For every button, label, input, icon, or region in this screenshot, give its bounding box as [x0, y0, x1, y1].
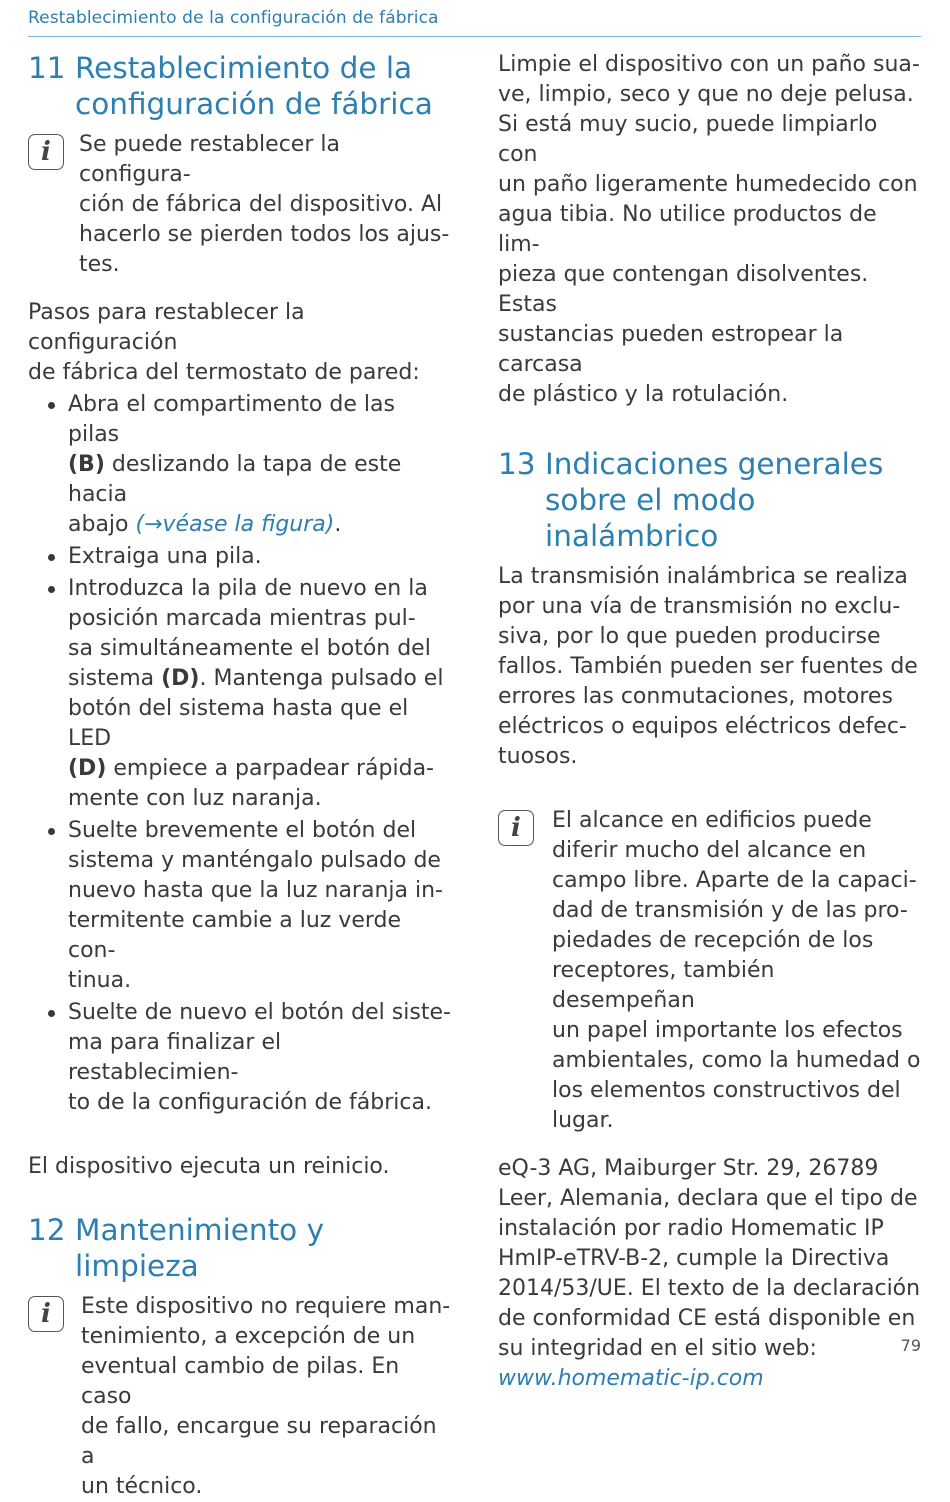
section-13-title-line: sobre el modo inalámbrico	[545, 483, 756, 553]
website-link[interactable]: www.homematic-ip.com	[498, 1366, 764, 1391]
right-column	[498, 50, 923, 1394]
section-13-info-note	[498, 806, 923, 1136]
section-12-title: Mantenimiento y limpieza	[75, 1213, 325, 1283]
section-11-title-line: configuración de fábrica	[75, 87, 433, 121]
section-13-info-text: El alcance en edificios puede diferir mucho del alcance en campo libre. Aparte de la capaci- dad de transmisión y de las pro- piedades de recepción de los receptores, también desempeñan un papel importante los efectos ambientales, como la humedad o los elementos constructivos del lugar.	[552, 808, 921, 1133]
reset-intro: Pasos para restablecer la configuración de fábrica del termostato de pared:	[28, 300, 420, 385]
cleaning-text: Limpie el dispositivo con un paño sua- ve, limpio, seco y que no deje pelusa. Si está muy sucio, puede limpiarlo con un paño ligeramente humedecido con agua tibia. No utilice productos de lim- pieza que contengan disolventes. Estas sustancias pueden estropear la carcasa de plástico y la rotulación.	[498, 52, 920, 407]
section-12-info-text: Este dispositivo no requiere man- tenimiento, a excepción de un eventual cambio de pilas. En caso de fallo, encargue su reparación a un técnico.	[81, 1294, 451, 1499]
info-icon: i	[498, 810, 534, 846]
step-item: Extraiga una pila.	[28, 542, 453, 572]
header-divider	[28, 36, 921, 37]
info-icon: i	[28, 134, 64, 170]
section-11-info-text: Se puede restablecer la configura- ción de fábrica del dispositivo. Al hacerlo se pierden todos los ajus- tes.	[79, 132, 450, 277]
running-header: Restablecimiento de la configuración de fábrica	[28, 8, 439, 28]
step-item: Suelte de nuevo el botón del siste- ma para finalizar el restablecimien- to de la configuración de fábrica.	[28, 998, 453, 1118]
wireless-body-text: La transmisión inalámbrica se realiza por una vía de transmisión no exclu- siva, por lo que pueden producirse fallos. También pueden ser fuentes de errores las conmutaciones, motores eléctricos o equipos eléctricos defec- tuosos.	[498, 564, 918, 769]
reboot-text: El dispositivo ejecuta un reinicio.	[28, 1154, 390, 1179]
section-11-info-note	[28, 130, 453, 280]
left-column	[28, 50, 453, 1502]
section-12-number: 12	[28, 1213, 66, 1247]
conformity-declaration: eQ-3 AG, Maiburger Str. 29, 26789 Leer, Alemania, declara que el tipo de instalación por radio Homematic IP HmIP-eTRV-B-2, cumple la Directiva 2014/53/UE. El texto de la declaración de conformidad CE está disponible en su integridad en el sitio web: www.homematic-ip.com	[498, 1156, 921, 1391]
section-13-title	[545, 446, 923, 554]
step-item: Abra el compartimento de las pilas (B) deslizando la tapa de este hacia abajo (→véase la figura).	[28, 390, 453, 540]
step-item: Introduzca la pila de nuevo en la posición marcada mientras pul- sa simultáneamente el botón del sistema (D). Mantenga pulsado el botón del sistema hasta que el LED (D) empiece a parpadear rápida- mente con luz naranja.	[28, 574, 453, 814]
section-11-heading	[28, 50, 453, 122]
info-icon: i	[28, 1296, 64, 1332]
section-11-number: 11	[28, 51, 66, 85]
section-12-heading	[28, 1212, 453, 1284]
section-12-info-note	[28, 1292, 453, 1502]
figure-reference-link: (→véase la figura)	[135, 512, 335, 537]
step-item: Suelte brevemente el botón del sistema y manténgalo pulsado de nuevo hasta que la luz naranja in- termitente cambie a luz verde con- tinua.	[28, 816, 453, 996]
section-13-title-line: Indicaciones generales	[545, 447, 884, 481]
section-11-title-line: Restablecimiento de la	[75, 51, 413, 85]
section-13-number: 13	[498, 447, 536, 481]
reset-steps-list	[28, 390, 453, 1118]
section-13-heading	[498, 446, 923, 554]
page-number: 79	[900, 1336, 921, 1355]
section-11-title	[75, 50, 433, 122]
